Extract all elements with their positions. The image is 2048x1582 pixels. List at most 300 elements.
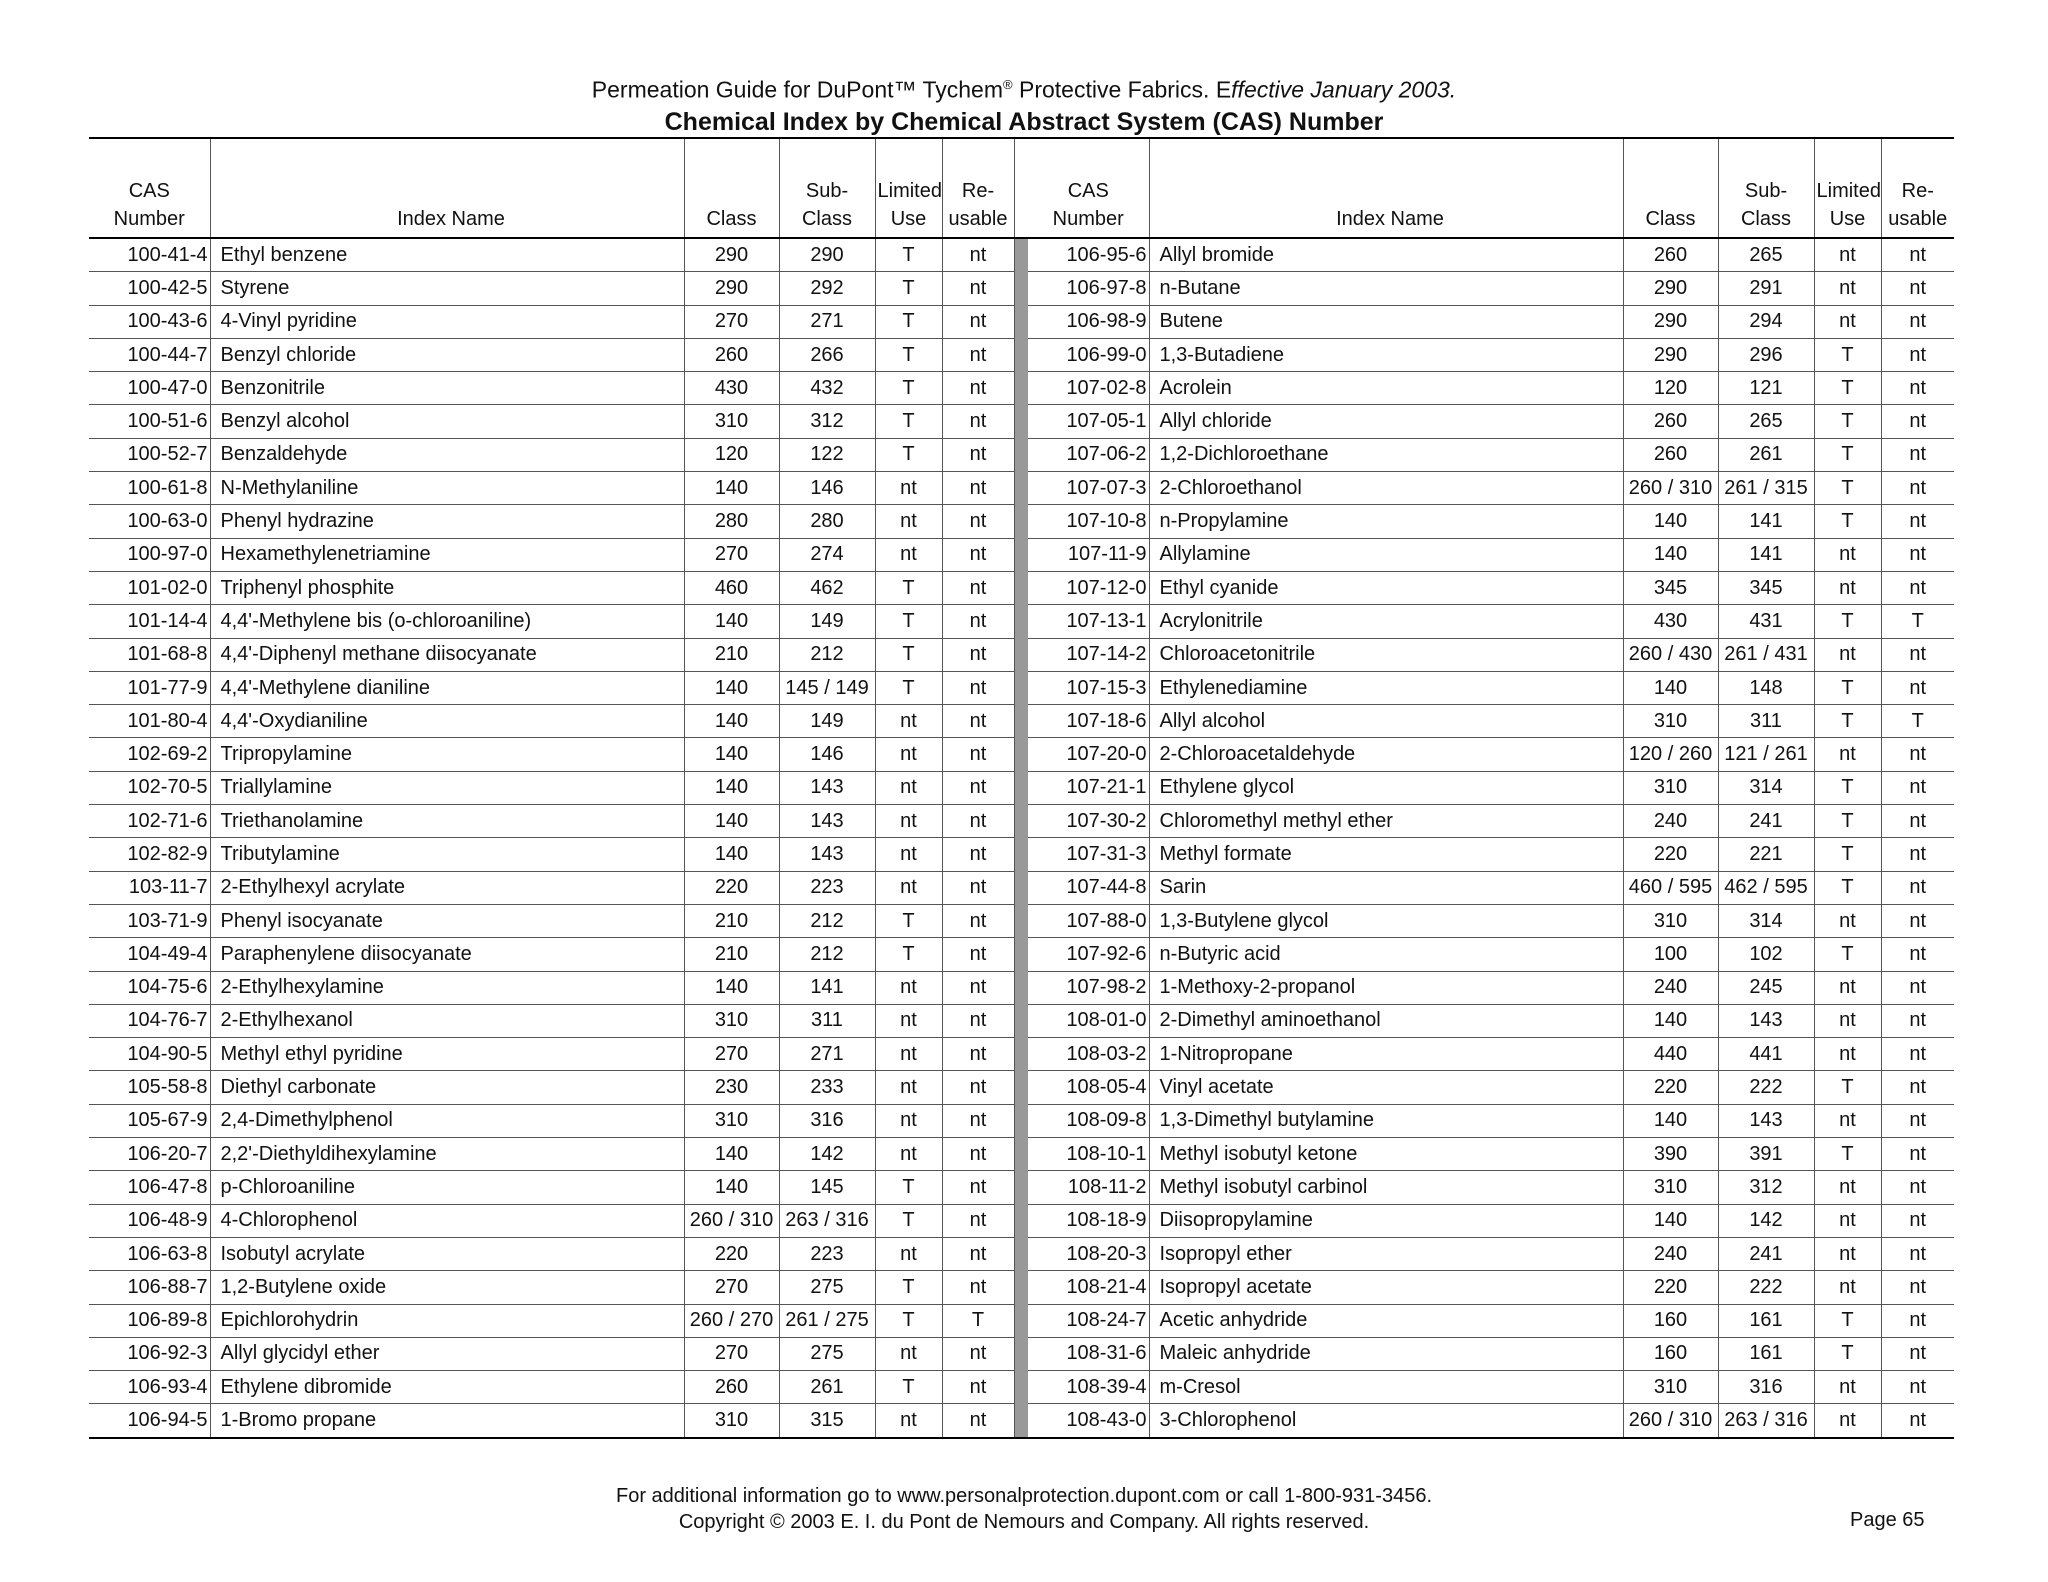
table-row [89, 871, 1954, 904]
reusable-cell: nt [1881, 805, 1954, 838]
subclass-cell: 431 [1718, 605, 1814, 638]
limited-use-cell: nt [1814, 1038, 1881, 1071]
table-row [89, 904, 1954, 937]
column-separator [1014, 805, 1028, 838]
col-header-subclass: Sub-Class [1718, 138, 1814, 238]
name-cell: Phenyl hydrazine [210, 505, 684, 538]
reusable-cell: nt [942, 838, 1014, 871]
name-cell: Ethylene glycol [1149, 771, 1623, 804]
class-cell: 260 [1623, 438, 1718, 471]
cas-cell: 103-71-9 [89, 904, 210, 937]
table-row [89, 805, 1954, 838]
limited-use-cell: T [875, 372, 942, 405]
chemical-index-table-container [89, 137, 1954, 1439]
cas-cell: 107-02-8 [1028, 372, 1149, 405]
subclass-cell: 294 [1718, 305, 1814, 338]
class-cell: 210 [684, 904, 779, 937]
reusable-cell: nt [1881, 438, 1954, 471]
reusable-cell: nt [1881, 1004, 1954, 1037]
reusable-cell: nt [942, 1004, 1014, 1037]
subclass-cell: 143 [1718, 1004, 1814, 1037]
cas-cell: 104-76-7 [89, 1004, 210, 1037]
subclass-cell: 261 / 431 [1718, 638, 1814, 671]
reusable-cell: nt [1881, 1171, 1954, 1204]
column-separator [1014, 671, 1028, 704]
name-cell: Sarin [1149, 871, 1623, 904]
subclass-cell: 462 [779, 571, 875, 604]
table-row [89, 938, 1954, 971]
reusable-cell: nt [942, 705, 1014, 738]
class-cell: 140 [684, 838, 779, 871]
subclass-cell: 122 [779, 438, 875, 471]
table-row [89, 638, 1954, 671]
table-row [89, 971, 1954, 1004]
reusable-cell: nt [1881, 871, 1954, 904]
cas-cell: 100-43-6 [89, 305, 210, 338]
subclass-cell: 271 [779, 305, 875, 338]
reusable-cell: nt [1881, 771, 1954, 804]
class-cell: 310 [1623, 1371, 1718, 1404]
name-cell: Paraphenylene diisocyanate [210, 938, 684, 971]
class-cell: 260 / 310 [1623, 472, 1718, 505]
limited-use-cell: T [875, 405, 942, 438]
table-row [89, 238, 1954, 272]
cas-cell: 106-20-7 [89, 1138, 210, 1171]
reusable-cell: nt [1881, 238, 1954, 272]
col-header-name: Index Name [1149, 138, 1623, 238]
reusable-cell: nt [942, 372, 1014, 405]
subclass-cell: 141 [1718, 538, 1814, 571]
name-cell: Benzaldehyde [210, 438, 684, 471]
limited-use-cell: T [875, 671, 942, 704]
column-separator [1014, 871, 1028, 904]
limited-use-cell: nt [875, 738, 942, 771]
class-cell: 390 [1623, 1138, 1718, 1171]
name-cell: 2-Chloroacetaldehyde [1149, 738, 1623, 771]
subclass-cell: 265 [1718, 405, 1814, 438]
name-cell: Chloromethyl methyl ether [1149, 805, 1623, 838]
page-footer [0, 1483, 2048, 1535]
subclass-cell: 143 [779, 838, 875, 871]
cas-cell: 107-98-2 [1028, 971, 1149, 1004]
reusable-cell: nt [942, 272, 1014, 305]
reusable-cell: nt [1881, 372, 1954, 405]
subclass-cell: 222 [1718, 1271, 1814, 1304]
reusable-cell: nt [942, 1104, 1014, 1137]
subclass-cell: 311 [1718, 705, 1814, 738]
limited-use-cell: nt [875, 1038, 942, 1071]
reusable-cell: nt [942, 1371, 1014, 1404]
table-row [89, 405, 1954, 438]
limited-use-cell: T [875, 305, 942, 338]
class-cell: 140 [1623, 1104, 1718, 1137]
column-separator [1014, 1071, 1028, 1104]
col-header-limited-use: Limited Use [1814, 138, 1881, 238]
class-cell: 290 [1623, 272, 1718, 305]
column-separator [1014, 1304, 1028, 1337]
reusable-cell: nt [942, 771, 1014, 804]
limited-use-cell: nt [1814, 1371, 1881, 1404]
reusable-cell: nt [1881, 472, 1954, 505]
reusable-cell: T [1881, 605, 1954, 638]
subclass-cell: 223 [779, 871, 875, 904]
name-cell: Benzonitrile [210, 372, 684, 405]
table-row [89, 272, 1954, 305]
column-separator [1014, 738, 1028, 771]
limited-use-cell: nt [1814, 738, 1881, 771]
subclass-cell: 345 [1718, 571, 1814, 604]
reusable-cell: nt [942, 1171, 1014, 1204]
table-body [89, 238, 1954, 1438]
cas-cell: 100-47-0 [89, 372, 210, 405]
limited-use-cell: T [875, 238, 942, 272]
column-separator [1014, 904, 1028, 937]
name-cell: Methyl ethyl pyridine [210, 1038, 684, 1071]
column-separator [1014, 771, 1028, 804]
limited-use-cell: T [1814, 405, 1881, 438]
reusable-cell: nt [1881, 338, 1954, 371]
class-cell: 310 [684, 405, 779, 438]
class-cell: 220 [684, 871, 779, 904]
name-cell: Allyl glycidyl ether [210, 1337, 684, 1370]
class-cell: 140 [684, 738, 779, 771]
reusable-cell: nt [942, 971, 1014, 1004]
name-cell: 4,4'-Oxydianiline [210, 705, 684, 738]
limited-use-cell: nt [1814, 538, 1881, 571]
class-cell: 210 [684, 938, 779, 971]
column-separator [1014, 1404, 1028, 1438]
limited-use-cell: nt [875, 505, 942, 538]
cas-cell: 107-92-6 [1028, 938, 1149, 971]
col-header-reusable: Re-usable [942, 138, 1014, 238]
class-cell: 460 / 595 [1623, 871, 1718, 904]
table-row [89, 1204, 1954, 1237]
column-separator [1014, 138, 1028, 238]
page-title: Chemical Index by Chemical Abstract System (CAS) Number [664, 107, 1384, 136]
class-cell: 120 [684, 438, 779, 471]
name-cell: Tributylamine [210, 838, 684, 871]
column-separator [1014, 405, 1028, 438]
class-cell: 270 [684, 305, 779, 338]
limited-use-cell: T [1814, 938, 1881, 971]
name-cell: 4,4'-Methylene dianiline [210, 671, 684, 704]
subclass-cell: 265 [1718, 238, 1814, 272]
reusable-cell: nt [942, 305, 1014, 338]
limited-use-cell: nt [875, 1071, 942, 1104]
name-cell: Triethanolamine [210, 805, 684, 838]
cas-cell: 106-92-3 [89, 1337, 210, 1370]
class-cell: 140 [684, 1138, 779, 1171]
cas-cell: 102-71-6 [89, 805, 210, 838]
subclass-cell: 212 [779, 938, 875, 971]
reusable-cell: T [942, 1304, 1014, 1337]
col-header-subclass: Sub-Class [779, 138, 875, 238]
subclass-cell: 462 / 595 [1718, 871, 1814, 904]
limited-use-cell: nt [1814, 305, 1881, 338]
limited-use-cell: T [875, 605, 942, 638]
class-cell: 290 [1623, 305, 1718, 338]
class-cell: 270 [684, 1038, 779, 1071]
cas-cell: 108-24-7 [1028, 1304, 1149, 1337]
limited-use-cell: T [1814, 472, 1881, 505]
limited-use-cell: nt [875, 971, 942, 1004]
class-cell: 100 [1623, 938, 1718, 971]
column-separator [1014, 1038, 1028, 1071]
reusable-cell: nt [1881, 505, 1954, 538]
limited-use-cell: T [875, 638, 942, 671]
column-separator [1014, 1371, 1028, 1404]
class-cell: 310 [1623, 1171, 1718, 1204]
name-cell: Ethyl benzene [210, 238, 684, 272]
class-cell: 260 [684, 338, 779, 371]
class-cell: 140 [684, 472, 779, 505]
column-separator [1014, 838, 1028, 871]
cas-cell: 107-18-6 [1028, 705, 1149, 738]
reusable-cell: nt [1881, 671, 1954, 704]
reusable-cell: nt [942, 938, 1014, 971]
limited-use-cell: nt [1814, 1404, 1881, 1438]
subclass-cell: 212 [779, 904, 875, 937]
name-cell: 2,2'-Diethyldihexylamine [210, 1138, 684, 1171]
limited-use-cell: T [875, 338, 942, 371]
cas-cell: 101-80-4 [89, 705, 210, 738]
limited-use-cell: T [1814, 372, 1881, 405]
limited-use-cell: T [1814, 1337, 1881, 1370]
class-cell: 240 [1623, 1237, 1718, 1270]
cas-cell: 108-01-0 [1028, 1004, 1149, 1037]
cas-cell: 100-97-0 [89, 538, 210, 571]
limited-use-cell: nt [1814, 638, 1881, 671]
column-separator [1014, 1171, 1028, 1204]
name-cell: 2-Ethylhexyl acrylate [210, 871, 684, 904]
cas-cell: 108-18-9 [1028, 1204, 1149, 1237]
class-cell: 270 [684, 538, 779, 571]
limited-use-cell: nt [1814, 1004, 1881, 1037]
reusable-cell: nt [942, 1138, 1014, 1171]
name-cell: Isobutyl acrylate [210, 1237, 684, 1270]
table-row [89, 1038, 1954, 1071]
table-row [89, 671, 1954, 704]
effective-date: ffective January 2003. [1231, 76, 1457, 103]
limited-use-cell: T [875, 938, 942, 971]
cas-cell: 107-11-9 [1028, 538, 1149, 571]
cas-cell: 105-58-8 [89, 1071, 210, 1104]
class-cell: 140 [1623, 1204, 1718, 1237]
column-separator [1014, 1204, 1028, 1237]
cas-cell: 101-77-9 [89, 671, 210, 704]
table-row [89, 1171, 1954, 1204]
class-cell: 240 [1623, 805, 1718, 838]
cas-cell: 108-43-0 [1028, 1404, 1149, 1438]
cas-cell: 108-31-6 [1028, 1337, 1149, 1370]
class-cell: 140 [1623, 671, 1718, 704]
table-row [89, 1371, 1954, 1404]
subclass-cell: 121 / 261 [1718, 738, 1814, 771]
column-separator [1014, 1104, 1028, 1137]
class-cell: 220 [1623, 1271, 1718, 1304]
subclass-cell: 275 [779, 1337, 875, 1370]
limited-use-cell: nt [875, 1138, 942, 1171]
subclass-cell: 149 [779, 605, 875, 638]
column-separator [1014, 438, 1028, 471]
reusable-cell: nt [942, 1204, 1014, 1237]
limited-use-cell: T [875, 1171, 942, 1204]
table-row [89, 1104, 1954, 1137]
name-cell: Acetic anhydride [1149, 1304, 1623, 1337]
cas-cell: 108-20-3 [1028, 1237, 1149, 1270]
class-cell: 310 [1623, 904, 1718, 937]
name-cell: 2-Ethylhexanol [210, 1004, 684, 1037]
cas-cell: 107-10-8 [1028, 505, 1149, 538]
col-header-name: Index Name [210, 138, 684, 238]
table-row [89, 738, 1954, 771]
reusable-cell: nt [1881, 1271, 1954, 1304]
cas-cell: 100-51-6 [89, 405, 210, 438]
limited-use-cell: T [1814, 1304, 1881, 1337]
cas-cell: 106-98-9 [1028, 305, 1149, 338]
page-header [0, 70, 2048, 139]
table-row [89, 771, 1954, 804]
reusable-cell: nt [1881, 1371, 1954, 1404]
cas-cell: 108-11-2 [1028, 1171, 1149, 1204]
subclass-cell: 263 / 316 [1718, 1404, 1814, 1438]
subclass-cell: 145 / 149 [779, 671, 875, 704]
table-row [89, 705, 1954, 738]
limited-use-cell: nt [1814, 904, 1881, 937]
reusable-cell: nt [1881, 405, 1954, 438]
name-cell: 1,3-Butadiene [1149, 338, 1623, 371]
cas-cell: 100-52-7 [89, 438, 210, 471]
cas-cell: 108-03-2 [1028, 1038, 1149, 1071]
reusable-cell: nt [942, 538, 1014, 571]
class-cell: 310 [1623, 705, 1718, 738]
name-cell: Triallylamine [210, 771, 684, 804]
cas-cell: 104-75-6 [89, 971, 210, 1004]
class-cell: 310 [684, 1004, 779, 1037]
limited-use-cell: T [875, 1271, 942, 1304]
reusable-cell: nt [942, 871, 1014, 904]
class-cell: 120 [1623, 372, 1718, 405]
cas-cell: 107-21-1 [1028, 771, 1149, 804]
name-cell: 2,4-Dimethylphenol [210, 1104, 684, 1137]
cas-cell: 106-97-8 [1028, 272, 1149, 305]
subclass-cell: 141 [779, 971, 875, 1004]
cas-cell: 106-88-7 [89, 1271, 210, 1304]
limited-use-cell: T [875, 272, 942, 305]
subclass-cell: 280 [779, 505, 875, 538]
limited-use-cell: nt [1814, 1204, 1881, 1237]
reusable-cell: nt [942, 1071, 1014, 1104]
cas-cell: 101-68-8 [89, 638, 210, 671]
chemical-index-table [89, 137, 1954, 1439]
subclass-cell: 314 [1718, 904, 1814, 937]
class-cell: 140 [684, 605, 779, 638]
reusable-cell: nt [942, 1337, 1014, 1370]
cas-cell: 107-06-2 [1028, 438, 1149, 471]
reusable-cell: nt [942, 405, 1014, 438]
table-row [89, 1404, 1954, 1438]
name-cell: Triphenyl phosphite [210, 571, 684, 604]
class-cell: 220 [1623, 838, 1718, 871]
name-cell: 4,4'-Diphenyl methane diisocyanate [210, 638, 684, 671]
column-separator [1014, 372, 1028, 405]
limited-use-cell: nt [875, 1104, 942, 1137]
table-row [89, 472, 1954, 505]
class-cell: 160 [1623, 1337, 1718, 1370]
limited-use-cell: nt [875, 705, 942, 738]
reusable-cell: nt [1881, 538, 1954, 571]
cas-cell: 101-02-0 [89, 571, 210, 604]
limited-use-cell: nt [1814, 1271, 1881, 1304]
subclass-cell: 312 [779, 405, 875, 438]
cas-cell: 107-20-0 [1028, 738, 1149, 771]
name-cell: n-Propylamine [1149, 505, 1623, 538]
limited-use-cell: T [1814, 805, 1881, 838]
subclass-cell: 290 [779, 238, 875, 272]
table-row [89, 838, 1954, 871]
name-cell: Methyl isobutyl carbinol [1149, 1171, 1623, 1204]
subclass-cell: 223 [779, 1237, 875, 1270]
limited-use-cell: nt [1814, 238, 1881, 272]
cas-cell: 106-89-8 [89, 1304, 210, 1337]
name-cell: 3-Chlorophenol [1149, 1404, 1623, 1438]
class-cell: 260 / 310 [1623, 1404, 1718, 1438]
name-cell: Ethyl cyanide [1149, 571, 1623, 604]
subclass-cell: 312 [1718, 1171, 1814, 1204]
limited-use-cell: T [875, 571, 942, 604]
reusable-cell: nt [1881, 1071, 1954, 1104]
name-cell: 4-Vinyl pyridine [210, 305, 684, 338]
header-brand-text: Permeation Guide for DuPont™ Tychem [591, 76, 1003, 103]
limited-use-cell: T [1814, 605, 1881, 638]
subclass-cell: 241 [1718, 805, 1814, 838]
subclass-cell: 292 [779, 272, 875, 305]
limited-use-cell: nt [875, 1004, 942, 1037]
limited-use-cell: nt [875, 771, 942, 804]
subclass-cell: 245 [1718, 971, 1814, 1004]
class-cell: 220 [684, 1237, 779, 1270]
subclass-cell: 145 [779, 1171, 875, 1204]
subclass-cell: 212 [779, 638, 875, 671]
cas-cell: 104-90-5 [89, 1038, 210, 1071]
name-cell: Allyl alcohol [1149, 705, 1623, 738]
cas-cell: 103-11-7 [89, 871, 210, 904]
column-separator [1014, 1337, 1028, 1370]
class-cell: 140 [1623, 1004, 1718, 1037]
limited-use-cell: nt [875, 1337, 942, 1370]
subclass-cell: 274 [779, 538, 875, 571]
column-separator [1014, 1271, 1028, 1304]
subclass-cell: 149 [779, 705, 875, 738]
subclass-cell: 315 [779, 1404, 875, 1438]
limited-use-cell: nt [875, 472, 942, 505]
name-cell: Chloroacetonitrile [1149, 638, 1623, 671]
name-cell: 1-Bromo propane [210, 1404, 684, 1438]
name-cell: 2-Chloroethanol [1149, 472, 1623, 505]
reusable-cell: nt [942, 605, 1014, 638]
reusable-cell: nt [1881, 971, 1954, 1004]
cas-cell: 106-93-4 [89, 1371, 210, 1404]
name-cell: Butene [1149, 305, 1623, 338]
reusable-cell: nt [942, 1237, 1014, 1270]
table-row [89, 1337, 1954, 1370]
name-cell: 4,4'-Methylene bis (o-chloroaniline) [210, 605, 684, 638]
class-cell: 460 [684, 571, 779, 604]
class-cell: 260 / 310 [684, 1204, 779, 1237]
limited-use-cell: nt [1814, 1171, 1881, 1204]
cas-cell: 106-63-8 [89, 1237, 210, 1270]
subclass-cell: 121 [1718, 372, 1814, 405]
